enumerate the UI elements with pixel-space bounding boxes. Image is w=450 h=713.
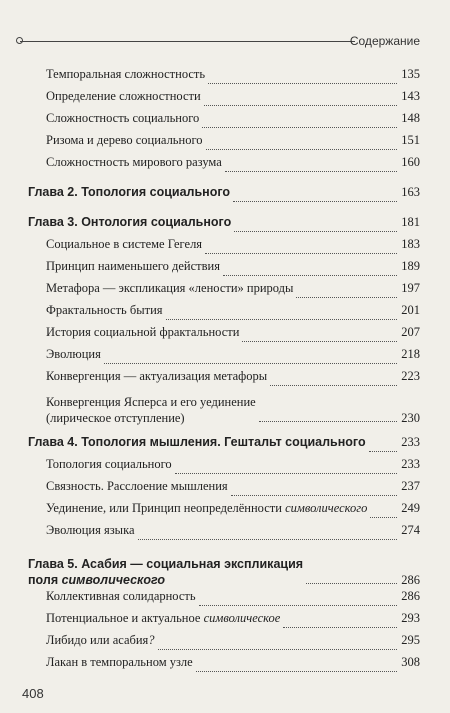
toc-entry-title-italic: ?: [148, 633, 155, 647]
toc-entry[interactable]: [28, 522, 420, 544]
dot-leader: [306, 583, 397, 584]
toc-entry-title: Эволюция языка: [46, 523, 135, 537]
toc-chapter-title: Глава 3. Онтология социального: [28, 215, 232, 229]
toc-entry-title: [46, 500, 367, 516]
toc-entry-page: 218: [401, 347, 420, 361]
dot-leader: [199, 605, 397, 606]
toc-entry-page: 230: [401, 411, 420, 425]
dot-leader: [370, 517, 397, 518]
dot-leader: [223, 275, 397, 276]
toc-entry[interactable]: [28, 478, 420, 500]
dot-leader: [158, 649, 397, 650]
header-rule: [20, 41, 355, 42]
toc-chapter[interactable]: [28, 552, 420, 588]
table-of-contents: [28, 66, 420, 676]
dot-leader: [283, 627, 397, 628]
toc-entry-title: Социальное в системе Гегеля: [46, 237, 203, 251]
toc-entry-title-italic: символического: [285, 501, 368, 515]
dot-leader: [175, 473, 397, 474]
toc-entry-page: 148: [401, 111, 420, 125]
toc-entry-page: 233: [401, 457, 420, 471]
toc-entry-page: 237: [401, 479, 420, 493]
toc-chapter-title-line2-plain: поля: [28, 573, 62, 587]
dot-leader: [202, 127, 397, 128]
toc-entry-title: Конвергенция — актуализация метафоры: [46, 369, 268, 383]
page-number: 408: [22, 686, 44, 701]
toc-entry-title: [46, 394, 256, 426]
toc-entry-title-plain: Уединение, или Принцип неопределённости: [46, 501, 286, 515]
toc-entry-title-plain: Либидо или асабия: [46, 633, 149, 647]
toc-entry-title: Темпоральная сложностность: [46, 67, 206, 81]
toc-entry-title-line2: (лирическое отступление): [46, 411, 185, 425]
toc-entry-title: Фрактальность бытия: [46, 303, 163, 317]
toc-entry[interactable]: [28, 154, 420, 176]
toc-entry-page: 295: [401, 633, 420, 647]
toc-entry-page: 286: [401, 589, 420, 603]
toc-entry-page: 274: [401, 523, 420, 537]
toc-entry-title: Сложностность мирового разума: [46, 155, 222, 169]
toc-entry[interactable]: [28, 654, 420, 676]
dot-leader: [270, 385, 397, 386]
toc-entry-page: 207: [401, 325, 420, 339]
toc-entry[interactable]: [28, 236, 420, 258]
toc-chapter-title: [28, 556, 303, 588]
toc-entry[interactable]: [28, 632, 420, 654]
toc-entry-title: Ризома и дерево социального: [46, 133, 203, 147]
toc-entry-title-italic: символическое: [203, 611, 281, 625]
dot-leader: [206, 149, 397, 150]
toc-entry-title: Топология социального: [46, 457, 172, 471]
toc-entry[interactable]: [28, 88, 420, 110]
toc-entry[interactable]: [28, 258, 420, 280]
dot-leader: [259, 421, 397, 422]
toc-entry-page: 151: [401, 133, 420, 147]
toc-entry-title-line1: Конвергенция Ясперса и его уединение: [46, 395, 256, 409]
toc-entry-title-plain: Потенциальное и актуальное: [46, 611, 204, 625]
dot-leader: [233, 201, 397, 202]
toc-chapter-title: Глава 2. Топология социального: [28, 185, 231, 199]
running-header: Содержание: [349, 34, 420, 48]
toc-entry-title: [46, 632, 155, 648]
toc-entry-page: 160: [401, 155, 420, 169]
toc-chapter-title-line1: Глава 5. Асабия — социальная экспликация: [28, 557, 304, 571]
toc-chapter-page: 181: [401, 215, 420, 229]
toc-chapter-title-line2-italic: символического: [61, 573, 166, 587]
toc-entry[interactable]: [28, 132, 420, 154]
toc-entry-page: 223: [401, 369, 420, 383]
toc-entry[interactable]: [28, 302, 420, 324]
toc-chapter[interactable]: [28, 434, 420, 456]
dot-leader: [242, 341, 397, 342]
toc-entry-title: Эволюция: [46, 347, 101, 361]
toc-entry-title: Связность. Расслоение мышления: [46, 479, 228, 493]
toc-entry-title: Принцип наименьшего действия: [46, 259, 220, 273]
toc-entry[interactable]: [28, 588, 420, 610]
toc-entry-title: Сложностность социального: [46, 111, 200, 125]
toc-chapter-title: Глава 4. Топология мышления. Гештальт социального: [28, 435, 366, 449]
dot-leader: [369, 451, 397, 452]
dot-leader: [208, 83, 397, 84]
dot-leader: [234, 231, 397, 232]
dot-leader: [138, 539, 397, 540]
toc-entry-page: 197: [401, 281, 420, 295]
toc-entry-title: Определение сложностности: [46, 89, 201, 103]
toc-entry-page: 189: [401, 259, 420, 273]
dot-leader: [225, 171, 397, 172]
dot-leader: [231, 495, 397, 496]
toc-entry[interactable]: [28, 66, 420, 88]
toc-entry[interactable]: [28, 500, 420, 522]
toc-entry-title: История социальной фрактальности: [46, 325, 240, 339]
toc-chapter[interactable]: [28, 184, 420, 206]
dot-leader: [296, 297, 397, 298]
toc-entry[interactable]: [28, 280, 420, 302]
dot-leader: [205, 253, 397, 254]
toc-chapter-page: 233: [401, 435, 420, 449]
toc-entry-page: 143: [401, 89, 420, 103]
toc-entry[interactable]: [28, 324, 420, 346]
toc-entry[interactable]: [28, 390, 420, 426]
toc-chapter-page: 286: [401, 573, 420, 587]
toc-entry-page: 293: [401, 611, 420, 625]
dot-leader: [166, 319, 397, 320]
toc-entry-page: 249: [401, 501, 420, 515]
toc-entry[interactable]: [28, 610, 420, 632]
toc-entry-page: 308: [401, 655, 420, 669]
toc-entry[interactable]: [28, 346, 420, 368]
dot-leader: [204, 105, 397, 106]
toc-chapter-page: 163: [401, 185, 420, 199]
toc-entry-page: 183: [401, 237, 420, 251]
toc-entry-page: 201: [401, 303, 420, 317]
toc-entry-title: Коллективная солидарность: [46, 589, 196, 603]
toc-chapter[interactable]: [28, 214, 420, 236]
dot-leader: [104, 363, 397, 364]
toc-entry-page: 135: [401, 67, 420, 81]
toc-entry-title: Лакан в темпоральном узле: [46, 655, 193, 669]
toc-entry-title: [46, 610, 280, 626]
toc-entry[interactable]: [28, 368, 420, 390]
toc-entry-title: Метафора — экспликация «лености» природы: [46, 281, 294, 295]
toc-entry[interactable]: [28, 110, 420, 132]
toc-entry[interactable]: [28, 456, 420, 478]
dot-leader: [196, 671, 397, 672]
